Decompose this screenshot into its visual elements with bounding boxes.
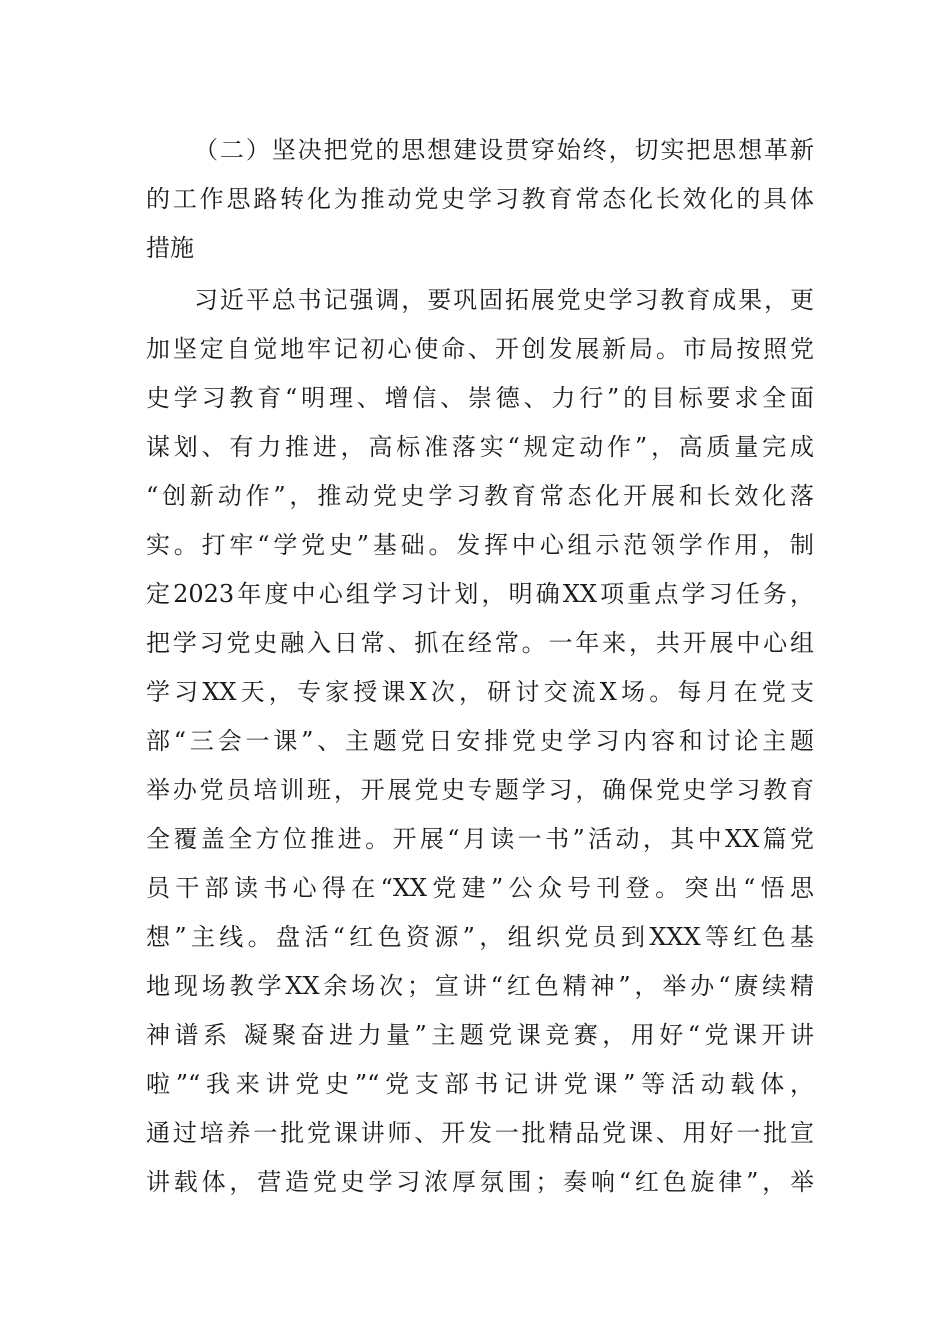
paragraph-line: 史学习教育“明理、增信、崇德、力行”的目标要求全面	[146, 384, 814, 412]
paragraph-line: 部“三会一课”、主题党日安排党史学习内容和讨论主题	[146, 727, 814, 755]
paragraph-line: 地现场教学XX余场次；宣讲“红色精神”，举办“赓续精	[146, 972, 814, 1000]
paragraph-line: 习近平总书记强调，要巩固拓展党史学习教育成果，更	[194, 286, 814, 314]
paragraph-line: 讲载体，营造党史学习浓厚氛围；奏响“红色旋律”，举	[146, 1168, 814, 1196]
paragraph-line: 实。打牢“学党史”基础。发挥中心组示范领学作用，制	[146, 531, 814, 559]
paragraph-line: 想”主线。盘活“红色资源”，组织党员到XXX等红色基	[146, 923, 814, 951]
section-heading	[146, 126, 814, 273]
paragraph-line: 谋划、有力推进，高标准落实“规定动作”，高质量完成	[146, 433, 814, 461]
heading-line: （二）坚决把党的思想建设贯穿始终，切实把思想革新	[194, 136, 814, 164]
paragraph-line: 举办党员培训班，开展党史专题学习，确保党史学习教育	[146, 776, 814, 804]
heading-line: 措施	[146, 234, 194, 262]
paragraph-line: 通过培养一批党课讲师、开发一批精品党课、用好一批宣	[146, 1119, 814, 1147]
paragraph-line: 把学习党史融入日常、抓在经常。一年来，共开展中心组	[146, 629, 814, 657]
heading-line: 的工作思路转化为推动党史学习教育常态化长效化的具体	[146, 185, 814, 213]
paragraph-line: 啦”“我来讲党史”“党支部书记讲党课”等活动载体，	[146, 1070, 814, 1098]
body-paragraph	[146, 276, 814, 1207]
paragraph-line: 学习XX天，专家授课X次，研讨交流X场。每月在党支	[146, 678, 814, 706]
paragraph-line: 员干部读书心得在“XX党建”公众号刊登。突出“悟思	[146, 874, 814, 902]
paragraph-line: 全覆盖全方位推进。开展“月读一书”活动，其中XX篇党	[146, 825, 814, 853]
paragraph-line: 加坚定自觉地牢记初心使命、开创发展新局。市局按照党	[146, 335, 814, 363]
paragraph-line: 神谱系 凝聚奋进力量”主题党课竞赛，用好“党课开讲	[146, 1021, 814, 1049]
paragraph-line: 定2023年度中心组学习计划，明确XX项重点学习任务，	[146, 580, 814, 608]
paragraph-line: “创新动作”，推动党史学习教育常态化开展和长效化落	[146, 482, 814, 510]
